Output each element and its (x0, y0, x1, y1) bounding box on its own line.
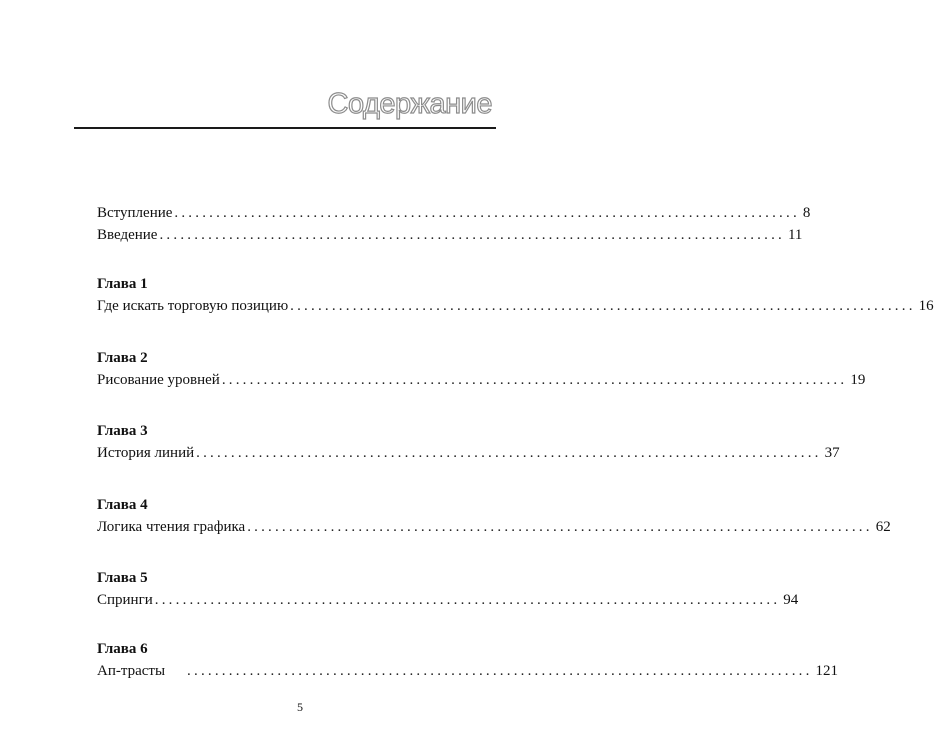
toc-entry-title: Введение (97, 227, 158, 243)
toc-entry-title: История линий (97, 445, 195, 461)
toc-entry-front-2 (97, 224, 803, 246)
dot-leader: .......................................................................................... (221, 372, 848, 388)
toc-entry-page: 19 (850, 372, 866, 388)
dot-leader: .......................................................................................... (247, 519, 873, 535)
toc-entry-page: 94 (783, 592, 799, 608)
toc-entry-page: 8 (802, 205, 811, 221)
toc-entry-front-1 (97, 202, 811, 224)
toc-entry-title: Где искать торговую позицию (97, 298, 289, 314)
toc-entry-chapter-5 (97, 589, 799, 611)
toc-entry-title: Логика чтения графика (97, 519, 246, 535)
chapter-heading-5: Глава 5 (97, 570, 148, 586)
title-rule (74, 127, 496, 129)
toc-entry-chapter-4 (97, 516, 891, 538)
toc-entry-chapter-2 (97, 369, 866, 391)
dot-leader: .......................................................................................... (159, 227, 785, 243)
toc-entry-title: Вступление (97, 205, 173, 221)
dot-leader: .......................................................................................... (290, 298, 916, 314)
chapter-heading-4: Глава 4 (97, 497, 148, 513)
dot-leader: .......................................................................................... (174, 205, 800, 221)
dot-leader: .......................................................................................... (187, 663, 813, 679)
toc-entry-page: 37 (824, 445, 840, 461)
chapter-heading-6: Глава 6 (97, 641, 148, 657)
toc-entry-title: Спринги (97, 592, 153, 608)
toc-entry-page: 62 (875, 519, 891, 535)
chapter-heading-1: Глава 1 (97, 276, 148, 292)
page-title: Содержание (327, 88, 492, 120)
toc-entry-chapter-3 (97, 442, 840, 464)
toc-entry-chapter-6 (97, 660, 839, 682)
toc-entry-page: 11 (787, 227, 803, 243)
chapter-heading-2: Глава 2 (97, 350, 148, 366)
toc-entry-chapter-1 (97, 295, 934, 317)
toc-entry-title: Ап-трасты (97, 663, 166, 679)
dot-leader: .......................................................................................... (154, 592, 781, 608)
page-number: 5 (297, 700, 303, 714)
toc-entry-title: Рисование уровней (97, 372, 220, 388)
dot-leader: .......................................................................................... (196, 445, 822, 461)
toc-entry-page: 16 (918, 298, 934, 314)
toc-entry-page: 121 (815, 663, 839, 679)
chapter-heading-3: Глава 3 (97, 423, 148, 439)
